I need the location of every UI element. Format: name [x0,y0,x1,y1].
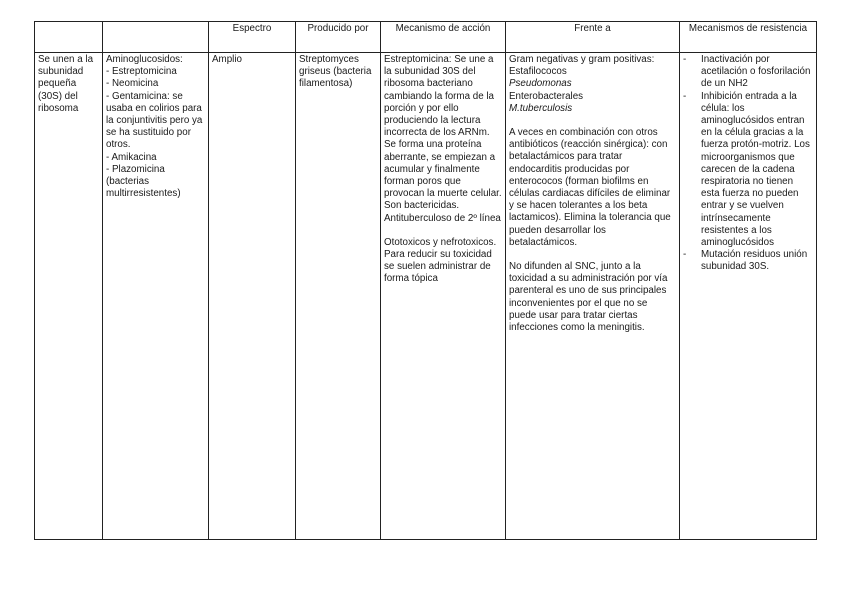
cell-spectrum: Amplio [209,53,296,540]
table-row [35,53,817,540]
cell-mechanism [381,53,506,540]
organism-item: Estafilococos [509,66,567,78]
combination-paragraph: A veces en combinación con otros antibióticos (reacción sinérgica): con betalactámicos para tratar endocarditis producidas por enterococos (forman biofilms en células cardiacas difíciles de eliminar y se hacen tolerantes a los beta lactamicos). Elimina la tolerancia que pueden desarrollar los betalactámicos. [509,127,671,248]
cell-class [103,53,209,540]
class-line: - Neomicina [106,78,159,90]
aminoglycoside-table [34,21,817,540]
header-against: Frente a [506,22,680,53]
header-mechanism: Mecanismo de acción [381,22,506,53]
against-intro: Gram negativas y gram positivas: [509,54,655,65]
mechanism-paragraph: Estreptomicina: Se une a la subunidad 30S del ribosoma bacteriano cambiando la forma de la porción y por ello produciendo la lectura incorrecta de los ARNm. Se forma una proteína aberrante, se empiezan a acumular y finalmente forman poros que provocan la muerte celular. Son bactericidas. Antituberculoso de 2º línea [384,54,502,224]
organism-item: Pseudomonas [509,78,572,90]
cell-resistance [680,53,817,540]
list-item: - Inhibición entrada a la célula: los aminoglucósidos entran en la célula gracias a la fuerza protón-motriz. Los microorganismos que carecen de la cadena respiratoria no tienen esta fuerza no pueden entrar y se vuelven intrínsecamente resistentes a los aminoglucósidos [683,91,813,250]
organism-item: Enterobacterales [509,90,584,102]
header-resistance: Mecanismos de resistencia [680,22,817,53]
class-line: - Gentamicina: se usaba en colirios para la conjuntivitis pero ya se ha sustituido por otros. [106,90,203,151]
header-producer: Producido por [296,22,381,53]
class-line: Aminoglucosidos: [106,54,183,65]
cns-paragraph: No difunden al SNC, junto a la toxicidad a su administración por vía parenteral es uno de sus principales inconvenientes por el que no se puede usar para tratar ciertas infecciones como la meningitis. [509,261,668,334]
resistance-list [683,54,813,274]
class-line: - Plazomicina (bacterias multirresistentes) [106,163,181,200]
list-item: - Mutación residuos unión subunidad 30S. [683,249,813,273]
class-line: - Estreptomicina [106,66,177,78]
cell-target: Se unen a la subunidad pequeña (30S) del ribosoma [35,53,103,540]
toxicity-paragraph: Ototoxicos y nefrotoxicos. Para reducir su toxicidad se suelen administrar de forma tópica [384,236,497,285]
cell-producer: Streptomyces griseus (bacteria filamentosa) [296,53,381,540]
header-spectrum: Espectro [209,22,296,53]
header-class [103,22,209,53]
organism-item: M.tuberculosis [509,102,573,114]
cell-against [506,53,680,540]
header-row [35,22,817,53]
list-item: - Inactivación por acetilación o fosforilación de un NH2 [683,54,813,91]
class-line: - Amikacina [106,151,157,163]
header-target [35,22,103,53]
